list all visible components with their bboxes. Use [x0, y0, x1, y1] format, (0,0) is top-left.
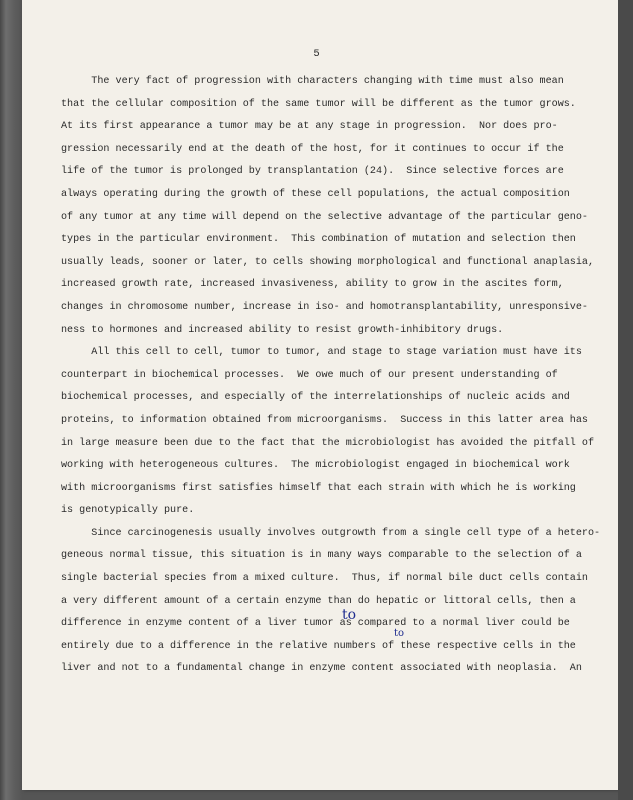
- text-line: All this cell to cell, tumor to tumor, and stage to stage variation must have its: [61, 347, 582, 359]
- text-line: single bacterial species from a mixed culture. Thus, if normal bile duct cells contain: [61, 573, 588, 585]
- text-line: working with heterogeneous cultures. The microbiologist engaged in biochemical work: [61, 460, 570, 472]
- body-text: [61, 71, 601, 681]
- text-line: with microorganisms first satisfies himself that each strain with which he is working: [61, 482, 576, 494]
- text-line: counterpart in biochemical processes. We owe much of our present understanding of: [61, 369, 558, 381]
- text-line: is genotypically pure.: [61, 505, 195, 517]
- paragraph-2: [61, 342, 601, 523]
- text-line: biochemical processes, and especially of the interrelationships of nucleic acids and: [61, 392, 570, 404]
- handwritten-correction: to: [342, 607, 357, 623]
- text-line: life of the tumor is prolonged by transplantation (24). Since selective forces are: [61, 166, 564, 178]
- text-line: geneous normal tissue, this situation is in many ways comparable to the selection of a: [61, 550, 582, 562]
- text-line: gression necessarily end at the death of the host, for it continues to occur if the: [61, 143, 564, 155]
- handwritten-correction: to: [394, 628, 405, 639]
- text-line: always operating during the growth of these cell populations, the actual composition: [61, 188, 570, 200]
- text-line: types in the particular environment. This combination of mutation and selection then: [61, 234, 576, 246]
- text-line: liver and not to a fundamental change in enzyme content associated with neoplasia. An: [61, 663, 582, 675]
- paragraph-3: [61, 523, 601, 681]
- text-line: difference in enzyme content of a liver tumor as compared to a normal liver could be: [61, 618, 570, 630]
- text-line: that the cellular composition of the same tumor will be different as the tumor grows.: [61, 98, 576, 110]
- text-line: in large measure been due to the fact that the microbiologist has avoided the pitfall of: [61, 437, 595, 449]
- text-line: usually leads, sooner or later, to cells showing morphological and functional anaplasia,: [61, 256, 595, 268]
- text-line: ness to hormones and increased ability to resist growth-inhibitory drugs.: [61, 324, 504, 336]
- text-line: changes in chromosome number, increase in iso- and homotransplantability, unresponsive-: [61, 301, 588, 313]
- scan-edge: [618, 0, 633, 800]
- text-line: entirely due to a difference in the relative numbers of these respective cells in the: [61, 640, 576, 652]
- text-line: a very different amount of a certain enzyme than do hepatic or littoral cells, then a: [61, 595, 576, 607]
- page-number: 5: [313, 48, 320, 60]
- text-line: of any tumor at any time will depend on the selective advantage of the particular geno-: [61, 211, 588, 223]
- text-line: proteins, to information obtained from microorganisms. Success in this latter area has: [61, 414, 588, 426]
- paragraph-1: [61, 71, 601, 342]
- text-line: increased growth rate, increased invasiveness, ability to grow in the ascites form,: [61, 279, 564, 291]
- text-line: At its first appearance a tumor may be at any stage in progression. Nor does pro-: [61, 121, 558, 133]
- text-line: The very fact of progression with characters changing with time must also mean: [61, 76, 564, 87]
- text-line: Since carcinogenesis usually involves outgrowth from a single cell type of a hetero-: [61, 527, 601, 539]
